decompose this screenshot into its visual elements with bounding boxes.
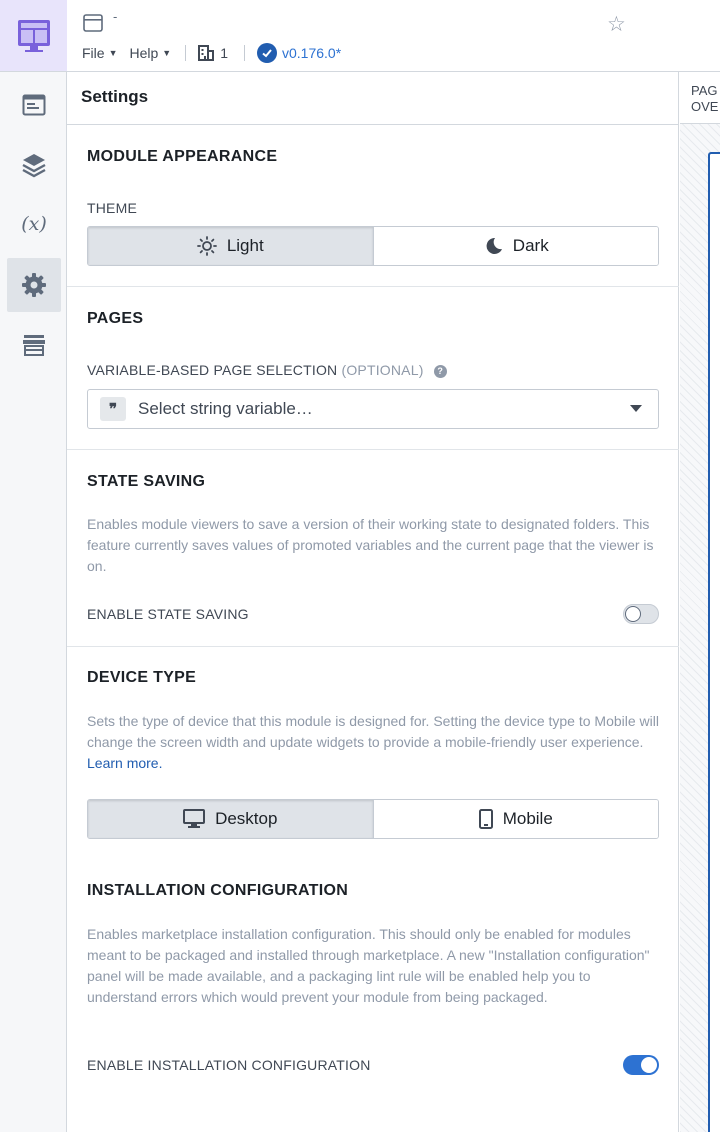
theme-dark-label: Dark	[512, 236, 549, 255]
page-overview-panel	[680, 72, 720, 1132]
sidebar-item-marketplace[interactable]	[7, 318, 61, 372]
section-title: INSTALLATION CONFIGURATION	[87, 882, 349, 899]
menu-help[interactable]	[129, 45, 171, 61]
section-title: DEVICE TYPE	[87, 669, 197, 686]
page-overview-header[interactable]: PAG OVE	[680, 72, 720, 124]
menu-help-label: Help	[129, 45, 159, 61]
device-mobile-button[interactable]	[373, 800, 659, 838]
sidebar-item-layers[interactable]	[7, 138, 61, 192]
section-title: MODULE APPEARANCE	[87, 148, 278, 165]
theme-light-label: Light	[226, 236, 264, 255]
page-canvas[interactable]	[708, 152, 720, 1132]
installation-toggle[interactable]	[623, 1055, 659, 1075]
theme-dark-button[interactable]	[373, 227, 659, 265]
app-layout-icon	[17, 19, 51, 53]
theme-selector	[87, 226, 659, 266]
section-title: PAGES	[87, 310, 144, 327]
menu-file-label: File	[82, 45, 105, 61]
device-type-description	[87, 711, 662, 774]
device-mobile-label: Mobile	[502, 809, 553, 828]
moon-icon	[483, 236, 503, 256]
toggle-knob	[625, 606, 641, 622]
toggle-knob	[641, 1057, 657, 1073]
mobile-icon	[479, 809, 493, 829]
select-placeholder: Select string variable…	[138, 399, 313, 418]
module-icon	[83, 14, 103, 32]
page-icon	[22, 94, 46, 116]
device-type-selector	[87, 799, 659, 839]
desktop-icon	[183, 809, 205, 829]
version-label: v0.176.0*	[282, 45, 342, 61]
section-title: STATE SAVING	[87, 473, 206, 490]
pages-section	[67, 287, 679, 450]
learn-more-link[interactable]: Learn more.	[87, 755, 163, 771]
module-title[interactable]: -	[113, 9, 118, 24]
state-saving-description: Enables module viewers to save a version of their working state to designated folders. This feature currently saves values of promoted variables and the current page that the viewer is on.	[87, 516, 654, 574]
sun-icon	[197, 236, 217, 256]
enable-installation-label: ENABLE INSTALLATION CONFIGURATION	[87, 1057, 371, 1073]
string-type-icon: ❞	[100, 397, 126, 421]
page-selection-label	[87, 362, 447, 378]
menu-file[interactable]	[82, 45, 117, 61]
enable-state-saving-label: ENABLE STATE SAVING	[87, 606, 249, 622]
top-bar	[67, 0, 720, 72]
verified-icon	[257, 43, 277, 63]
layers-icon	[21, 152, 47, 178]
left-rail	[0, 0, 67, 1132]
state-saving-toggle[interactable]	[623, 604, 659, 624]
help-icon[interactable]: ?	[434, 365, 447, 378]
caret-down-icon: ▼	[162, 48, 172, 58]
menu-divider	[185, 45, 186, 61]
device-type-section	[67, 647, 679, 873]
menu-divider	[244, 45, 245, 61]
page-selection-label-text: VARIABLE-BASED PAGE SELECTION	[87, 362, 338, 378]
settings-panel	[67, 72, 679, 1132]
device-desktop-label: Desktop	[215, 809, 278, 828]
caret-down-icon: ▼	[108, 48, 118, 58]
string-variable-select[interactable]	[87, 389, 659, 429]
theme-light-button[interactable]	[88, 227, 373, 265]
gear-icon	[21, 272, 47, 298]
device-desktop-button[interactable]	[88, 800, 373, 838]
device-type-description-text: Sets the type of device that this module is designed for. Setting the device type to Mobile will change the screen width and update widgets to provide a mobile-friendly user experience.	[87, 713, 659, 750]
caret-down-icon	[630, 405, 642, 412]
panel-title: Settings	[67, 72, 678, 125]
store-icon	[22, 333, 46, 357]
sidebar-item-settings[interactable]	[7, 258, 61, 312]
theme-label: THEME	[87, 200, 137, 216]
sidebar-item-variables[interactable]	[7, 197, 61, 251]
sidebar-item-page[interactable]	[7, 78, 61, 132]
version-badge[interactable]	[257, 43, 341, 63]
optional-tag: (OPTIONAL)	[341, 362, 424, 378]
org-indicator[interactable]	[198, 45, 228, 61]
module-appearance-section	[67, 125, 679, 287]
star-icon[interactable]: ☆	[607, 13, 626, 36]
variable-icon: (x)	[21, 213, 47, 235]
installation-configuration-section	[67, 873, 679, 1132]
building-icon	[198, 45, 214, 61]
state-saving-section	[67, 450, 679, 647]
menu-bar	[82, 43, 341, 63]
installation-description: Enables marketplace installation configuration. This should only be enabled for modules meant to be packaged and installed through marketplace. A new "Installation configuration" panel will be made available, and a packaging lint rule will be enabled help you to understand errors which would prevent your module from being packaged.	[87, 926, 650, 1005]
org-count: 1	[220, 45, 228, 61]
app-logo[interactable]	[0, 0, 67, 72]
